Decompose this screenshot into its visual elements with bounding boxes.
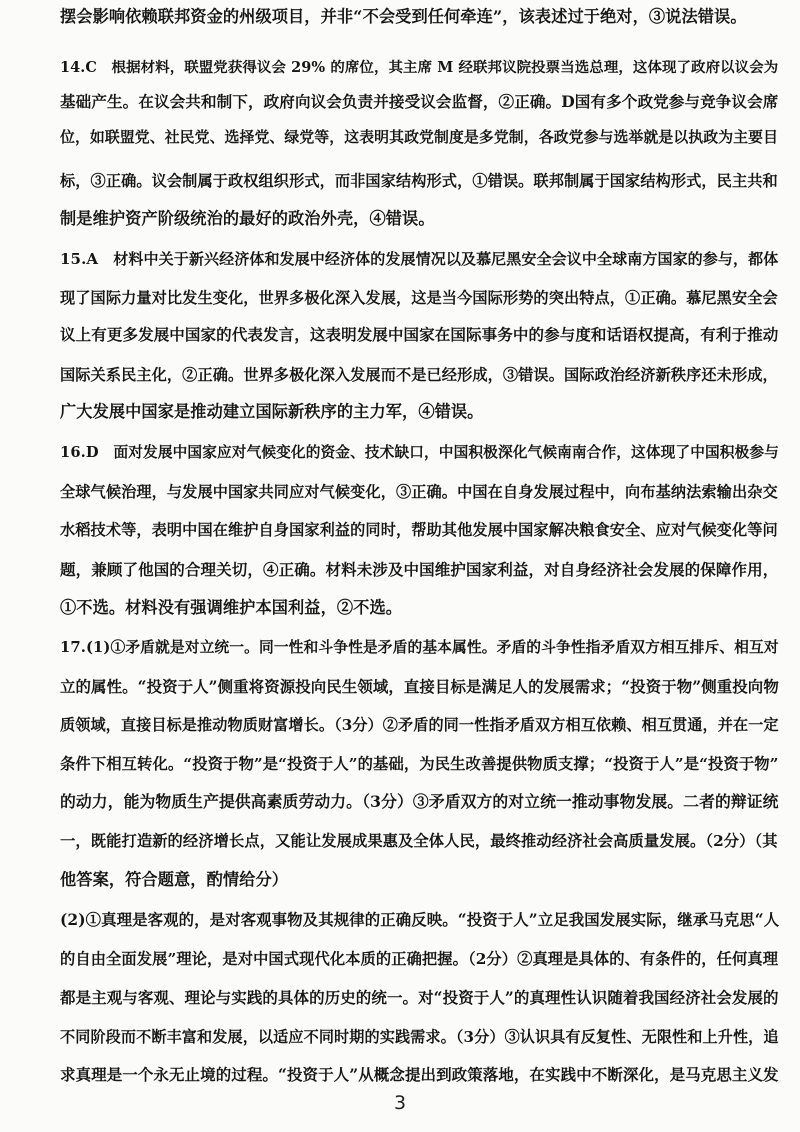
text-line: 现了国际力量对比发生变化，世界多极化深入发展，这是当今国际形势的突出特点，①正确。慕尼黑安全会 <box>60 289 778 307</box>
text-line: (2)①真理是客观的，是对客观事物及其规律的正确反映。“投资于人”立足我国发展实际，继承马克思“人 <box>60 911 780 929</box>
text-line: 条件下相互转化。“投资于物”是“投资于人”的基础，为民生改善提供物质支撑；“投资于人”是“投资于物” <box>60 755 779 773</box>
text-line: 16.D 面对发展中国家应对气候变化的资金、技术缺口，中国积极深化气候南南合作，这体现了中国积极参与 <box>60 444 779 461</box>
text-line: 17.(1)①矛盾就是对立统一。同一性和斗争性是矛盾的基本属性。矛盾的斗争性指矛盾双方相互排斥、相互对 <box>60 639 779 656</box>
text-line: 全球气候治理，与发展中国家共同应对气候变化，③正确。中国在自身发展过程中，向布基纳法索输出杂交 <box>60 483 778 501</box>
text-line: 他答案，符合题意，酌情给分） <box>60 870 289 889</box>
text-line: 标，③正确。议会制属于政权组织形式，而非国家结构形式，①错误。联邦制属于国家结构形式，民主共和 <box>60 172 778 190</box>
text-line: 水稻技术等，表明中国在维护自身国家利益的同时，帮助其他发展中国家解决粮食安全、应对气候变化等问 <box>60 521 778 539</box>
text-line: 的自由全面发展”理论，是对中国式现代化本质的正确把握。（2分）②真理是具体的、有条件的，任何真理 <box>60 950 779 968</box>
text-line: 一，既能打造新的经济增长点，又能让发展成果惠及全体人民，最终推动经济社会高质量发展。（2分）（其 <box>60 832 778 850</box>
text-line: 基础产生。在议会共和制下，政府向议会负责并接受议会监督，②正确。D国有多个政党参与竞争议会席 <box>60 92 779 111</box>
text-line: ①不选。材料没有强调维护本国利益，②不选。 <box>60 598 403 617</box>
text-line: 不同阶段而不断丰富和发展，以适应不同时期的实践需求。（3分）③认识具有反复性、无限性和上升性，追 <box>60 1028 779 1046</box>
text-line: 议上有更多发展中国家的代表发言，这表明发展中国家在国际事务中的参与度和话语权提高，有利于推动 <box>60 325 779 344</box>
text-line: 题，兼顾了他国的合理关切，④正确。材料未涉及中国维护国家利益，对自身经济社会发展的保障作用， <box>60 560 779 579</box>
text-line: 位，如联盟党、社民党、选择党、绿党等，这表明其政党制度是多党制，各政党参与选举就是以执政为主要目 <box>60 128 779 146</box>
text-line: 摆会影响依赖联邦资金的州级项目，并非“不会受到任何牵连”，该表述过于绝对，③说法错误。 <box>60 7 747 26</box>
text-line: 15.A 材料中关于新兴经济体和发展中经济体的发展情况以及慕尼黑安全会议中全球南方国家的参与，都体 <box>60 250 779 268</box>
text-line: 求真理是一个永无止境的过程。“投资于人”从概念提出到政策落地，在实践中不断深化，是马克思主义发 <box>60 1065 779 1084</box>
text-line: 14.C 根据材料，联盟党获得议会 29% 的席位，其主席 M 经联邦议院投票当选总理，这体现了政府以议会为 <box>60 59 779 76</box>
text-line: 制是维护资产阶级统治的最好的政治外壳，④错误。 <box>60 209 435 228</box>
text-line: 国际关系民主化，②正确。世界多极化深入发展而不是已经形成，③错误。国际政治经济新秩序还未形成， <box>60 366 778 384</box>
text-line: 的动力，能为物质生产提供高素质劳动力。（3分）③矛盾双方的对立统一推动事物发展。二者的辩证统 <box>60 792 779 811</box>
text-line: 广大发展中国家是推动建立国际新秩序的主力军，④错误。 <box>60 402 484 421</box>
text-line: 质领域，直接目标是推动物质财富增长。（3分）②矛盾的同一性指矛盾双方相互依赖、相互贯通，并在一定 <box>60 716 779 734</box>
text-line: 立的属性。“投资于人”侧重将资源投向民生领域，直接目标是满足人的发展需求；“投资于物”侧重投向物 <box>60 678 779 696</box>
page-number: 3 <box>393 1092 407 1114</box>
text-line: 都是主观与客观、理论与实践的具体的历史的统一。对“投资于人”的真理性认识随着我国经济社会发展的 <box>60 988 779 1007</box>
